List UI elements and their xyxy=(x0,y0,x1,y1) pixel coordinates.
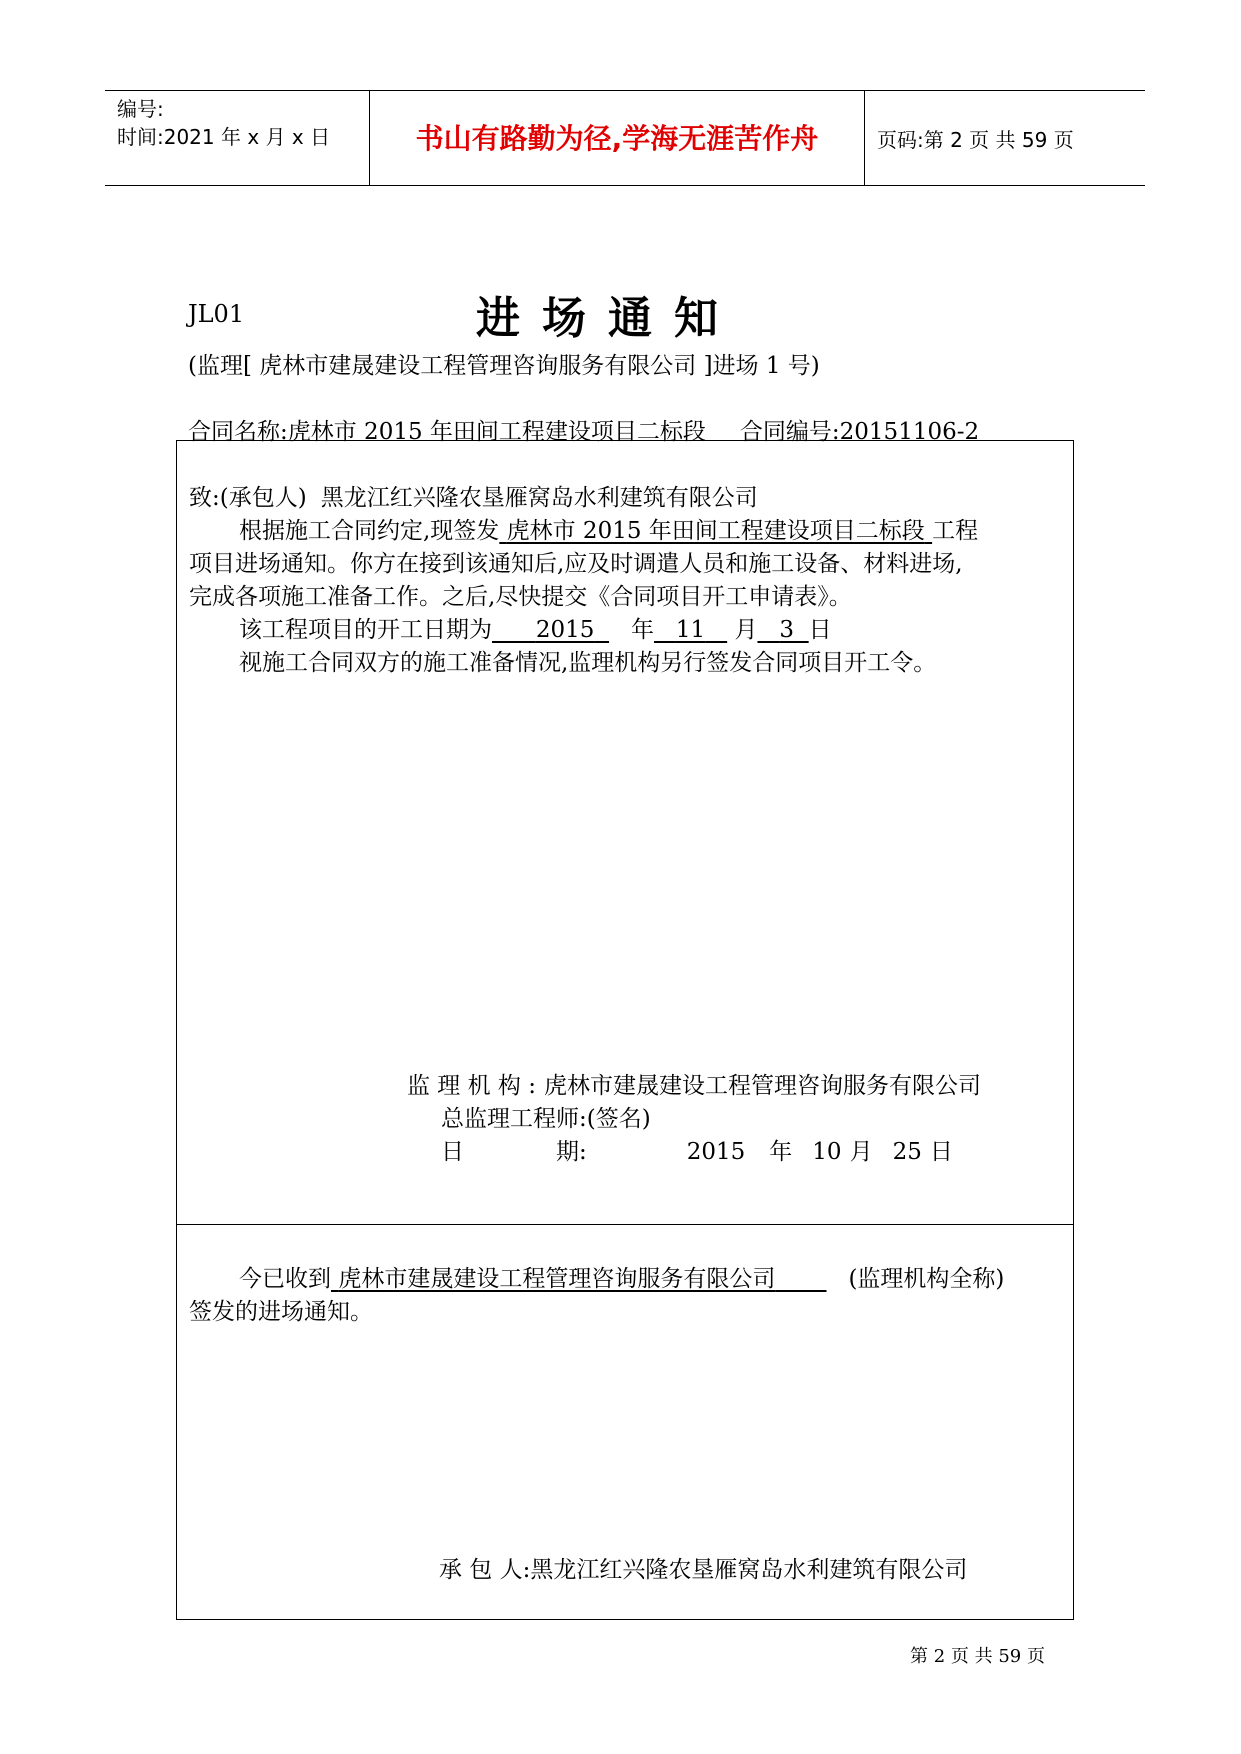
number-label: 编号: xyxy=(117,97,164,121)
start-day-value: 3 xyxy=(779,617,795,643)
receipt-prefix: 今已收到 xyxy=(239,1266,331,1292)
header-page-label: 页码:第 2 页 共 59 页 xyxy=(877,128,1074,152)
to-label: 致:(承包人) xyxy=(189,485,307,511)
receipt-agency xyxy=(331,1266,827,1292)
sign-month-unit: 月 xyxy=(849,1139,873,1165)
start-date-label: 该工程项目的开工日期为 xyxy=(239,617,492,643)
sign-day: 25 xyxy=(892,1139,922,1165)
body1-project xyxy=(499,518,932,544)
page-footer: 第 2 页 共 59 页 xyxy=(910,1646,1045,1667)
receipt-contractor-label: 承 包 人: xyxy=(439,1557,531,1583)
contract-no-label: 合同编号: xyxy=(739,419,840,445)
contract-name-label: 合同名称: xyxy=(188,419,288,445)
receipt-suffix: (监理机构全称) xyxy=(848,1266,1005,1292)
agency-name: 虎林市建晟建设工程管理咨询服务有限公司 xyxy=(544,1073,981,1099)
date-label-1: 日 xyxy=(441,1139,464,1165)
engineer-line: 总监理工程师:(签名) xyxy=(441,1106,651,1132)
receipt-line-2: 签发的进场通知。 xyxy=(189,1299,373,1325)
day-unit: 日 xyxy=(808,617,832,643)
receipt-agency-text: 虎林市建晟建设工程管理咨询服务有限公司 xyxy=(338,1266,776,1292)
to-line xyxy=(189,479,758,512)
header-motto-cell xyxy=(370,91,865,185)
body1-project-text: 虎林市 2015 年田间工程建设项目二标段 xyxy=(506,518,925,544)
receipt-contractor-line xyxy=(439,1551,967,1584)
body-line-4: 视施工合同双方的施工准备情况,监理机构另行签发合同项目开工令。 xyxy=(239,650,937,676)
date-label-2: 期: xyxy=(556,1139,587,1165)
month-unit: 月 xyxy=(734,617,758,643)
notice-subtitle: (监理[ 虎林市建晟建设工程管理咨询服务有限公司 ]进场 1 号) xyxy=(188,353,820,379)
time-label: 时间:2021 年 x 月 x 日 xyxy=(117,125,331,149)
start-day xyxy=(757,617,808,643)
body-line-3: 完成各项施工准备工作。之后,尽快提交《合同项目开工申请表》。 xyxy=(189,584,852,610)
header-page-cell xyxy=(865,91,1145,185)
notice-box xyxy=(176,440,1074,1225)
agency-label: 监 理 机 构 : xyxy=(407,1073,536,1099)
sign-year: 2015 xyxy=(686,1139,746,1165)
page-title: 进场通知 xyxy=(476,293,740,344)
sign-year-unit: 年 xyxy=(769,1139,793,1165)
page-header xyxy=(105,90,1145,186)
start-month xyxy=(654,617,727,643)
contractor-name: 黑龙江红兴隆农垦雁窝岛水利建筑有限公司 xyxy=(320,485,758,511)
receipt-box xyxy=(176,1224,1074,1620)
contract-name: 虎林市 2015 年田间工程建设项目二标段 xyxy=(287,419,706,445)
year-unit: 年 xyxy=(630,617,654,643)
start-month-value: 11 xyxy=(675,617,706,643)
body1-suffix: 工程 xyxy=(932,518,979,544)
motto: 书山有路勤为径,学海无涯苦作舟 xyxy=(415,122,819,155)
header-meta-cell xyxy=(105,91,370,185)
body1-prefix: 根据施工合同约定,现签发 xyxy=(239,518,500,544)
contract-no: 20151106-2 xyxy=(839,419,980,445)
body-line-1 xyxy=(239,512,978,545)
sign-month: 10 xyxy=(812,1139,842,1165)
start-date-line xyxy=(239,611,832,644)
receipt-contractor-name: 黑龙江红兴隆农垦雁窝岛水利建筑有限公司 xyxy=(530,1557,968,1583)
sign-day-unit: 日 xyxy=(929,1139,953,1165)
receipt-line-1 xyxy=(239,1260,1004,1293)
agency-line xyxy=(407,1067,981,1100)
start-year xyxy=(492,617,609,643)
start-year-value: 2015 xyxy=(535,617,595,643)
form-code: JL01 xyxy=(188,300,245,328)
body-line-2: 项目进场通知。你方在接到该通知后,应及时调遣人员和施工设备、材料进场, xyxy=(189,551,963,577)
sign-date-line xyxy=(441,1133,953,1166)
